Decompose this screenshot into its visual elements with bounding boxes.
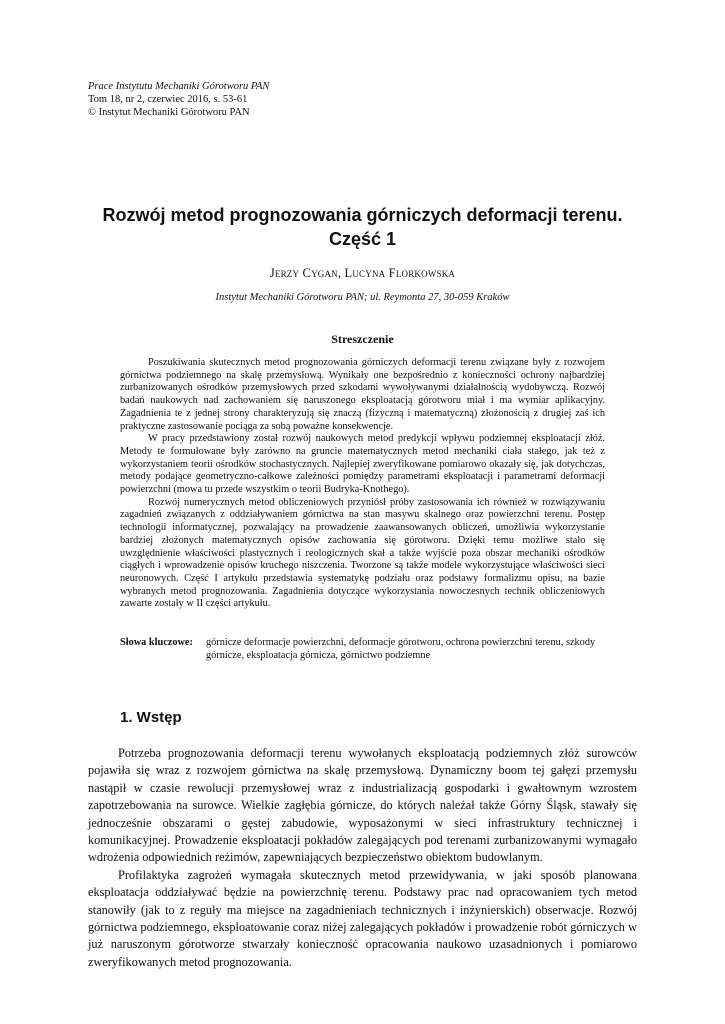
authors: Jerzy Cygan, Lucyna Florkowska: [269, 266, 456, 280]
title-line-2: Część 1: [328, 229, 397, 249]
journal-header: [88, 80, 269, 119]
copyright-line: © Instytut Mechaniki Górotworu PAN: [88, 107, 250, 118]
body-paragraph: Potrzeba prognozowania deformacji terenu wywołanych eksploatacją podziemnych złóż surowców pojawiła się wraz z rozwojem górnictwa na skalę przemysłową. Dynamiczny boom tej gałęzi przemysłu nastąpił w czasie rewolucji przemysłowej wraz z industrializacją gospodarki i gwałtownym wzrostem zapotrzebowania na surowce. Wielkie zagłębia górnicze, do których należał także Górny Śląsk, stawały się jednocześnie obszarami o gęstej zabudowie, wyposażonymi w sieci infrastruktury technicznej i komunikacyjnej. Prowadzenie eksploatacji pokładów zalegających pod terenami zurbanizowanymi wymagało wdrożenia odpowiednich reżimów, zapewniających bezpieczeństwo obiektom budowlanym.: [88, 746, 637, 865]
keywords-label: Słowa kluczowe:: [120, 637, 193, 648]
affiliation: Instytut Mechaniki Górotworu PAN; ul. Reymonta 27, 30-059 Kraków: [215, 292, 510, 303]
section-body: [88, 745, 637, 971]
abstract-paragraph: W pracy przedstawiony został rozwój naukowych metod predykcji wpływu podziemnej eksploatacji złóż. Metody te formułowane były zarówno na gruncie matematycznych metod mechaniki ciała stałego, jak też z wykorzystaniem teorii ośrodków stochastycznych. Najlepiej zweryfikowane pomiarowo okazały się, jak dotychczas, metody podające geometryczno-całkowe zależności pomiędzy parametrami eksploatacji i parametrami deformacji powierzchni (mowa tu przede wszystkim o teorii Budryka-Knothego).: [120, 433, 605, 496]
keywords: [120, 636, 605, 662]
abstract: [120, 357, 605, 611]
abstract-heading: Streszczenie: [331, 332, 394, 346]
keywords-text: górnicze deformacje powierzchni, deformacje górotworu, ochrona powierzchni terenu, szkody górnicze, eksploatacja górnicza, górnictwo podziemne: [206, 637, 596, 661]
section-heading: 1. Wstęp: [120, 709, 182, 726]
journal-name: Prace Instytutu Mechaniki Górotworu PAN: [88, 81, 270, 92]
paper-title: [60, 203, 665, 251]
volume-info: Tom 18, nr 2, czerwiec 2016, s. 53-61: [88, 94, 248, 105]
title-line-1: Rozwój metod prognozowania górniczych deformacji terenu.: [102, 205, 623, 225]
abstract-paragraph: Rozwój numerycznych metod obliczeniowych przyniósł próby zastosowania ich również w rozwiązywaniu zagadnień związanych z oddziaływaniem górnictwa na stan masywu skalnego oraz powierzchni terenu. Postęp technologii informatycznej, pozwalający na prowadzenie zaawansowanych obliczeń, umożliwia wykorzystanie bardziej złożonych matematycznych opisów zachowania się górotworu. Dzięki temu możliwe stało się uwzględnienie właściwości plastycznych i reologicznych skał a także wyjście poza obszar mechaniki ośrodków ciągłych i wprowadzenie opisów kruchego niszczenia. Tworzone są także modele wykorzystujące właściwości sieci neuronowych. Część I artykułu przedstawia systematykę podziału oraz podstawy formalizmu opisu, na bazie wybranych metod prognozowania. Zagadnienia dotyczące wykorzystania nowoczesnych technik obliczeniowych zawarte zostały w II części artykułu.: [120, 496, 605, 610]
body-paragraph: Profilaktyka zagrożeń wymagała skutecznych metod przewidywania, w jaki sposób planowana eksploatacja oddziaływać będzie na powierzchnię terenu. Podstawy prac nad opracowaniem tych metod stanowiły (jak to z reguły ma miejsce na zagadnieniach technicznych i inżynierskich) obserwacje. Rozwój górnictwa podziemnego, eksploatowanie coraz niżej zalegających pokładów i prowadzenie robót górniczych w już naruszonym górotworze stwarzały konieczność opracowania naukowo uzasadnionych i pomiarowo zweryfikowanych metod prognozowania.: [88, 867, 637, 969]
abstract-paragraph: Poszukiwania skutecznych metod prognozowania górniczych deformacji terenu związane były z rozwojem górnictwa podziemnego na skalę przemysłową. Wynikały one bezpośrednio z konieczności ochrony najbardziej zurbanizowanych ośrodków przemysłowych przed szkodami wywoływanymi działalnością wydobywczą. Rozwój badań naukowych nad zachowaniem się naruszonego eksploatacją górotworu miał i ma wymiar aplikacyjny. Zagadnienia te z jednej strony charakteryzują się znaczą (fizyczną i matematyczną) złożonością z drugiej zaś ich praktyczne zastosowanie pociąga za sobą poważne konsekwencje.: [120, 357, 605, 432]
